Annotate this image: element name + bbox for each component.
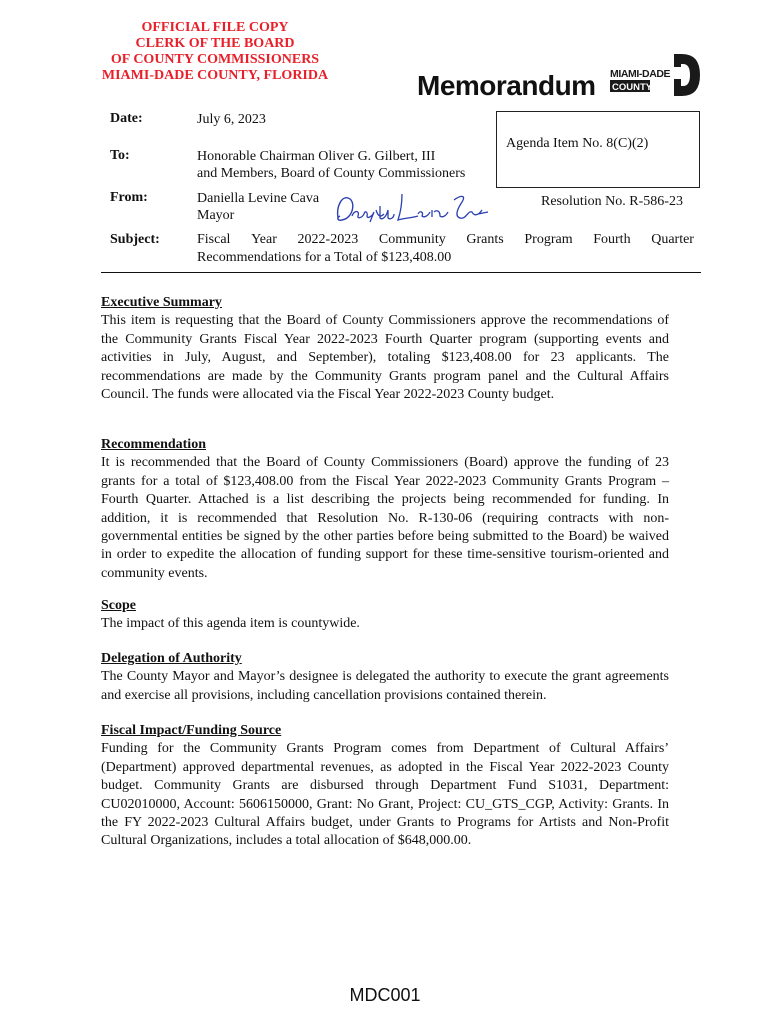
subject-word: Program: [524, 232, 573, 247]
logo-line1: MIAMI-DADE: [610, 68, 671, 80]
from-sender: [197, 190, 319, 224]
section-heading: Recommendation: [101, 437, 206, 452]
subject-word: Quarter: [651, 232, 694, 247]
section-body: Funding for the Community Grants Program comes from Department of Cultural Affairs’ (Department) approved departmental revenues, as adopted in the Fiscal Year 2022-2023 County budget. Community Grants are disbursed through Department Fund S1031, Department: CU02010000, Account: 5606150000, Grant: No Grant, Project: CU_GTS_CGP, Activity: Grants. In the FY 2022-2023 Cultural Affairs budget, under Grants to Programs for Artists and Non-Profit Cultural Organizations, includes a total allocation of $648,000.00.: [101, 741, 669, 849]
subject-word: 2022-2023: [297, 232, 359, 247]
subject-word: Year: [251, 232, 277, 247]
section-body: The County Mayor and Mayor’s designee is delegated the authority to execute the grant agreements and exercise all provisions, including cancellation provisions contained therein.: [101, 669, 669, 703]
agenda-item-box: [496, 111, 700, 188]
section-heading: Scope: [101, 598, 136, 613]
subject-line-2: Recommendations for a Total of $123,408.00: [197, 250, 452, 265]
to-line: and Members, Board of County Commissioners: [197, 166, 466, 181]
to-label: To:: [110, 148, 130, 163]
subject-word: Fourth: [593, 232, 631, 247]
subject-word: Fiscal: [197, 232, 231, 247]
from-line: Mayor: [197, 208, 235, 223]
date-label: Date:: [110, 111, 143, 126]
to-recipient: [197, 148, 465, 182]
logo-line2: COUNTY: [612, 82, 653, 93]
resolution-number: Resolution No. R-586-23: [541, 194, 683, 209]
subject-word: Grants: [466, 232, 504, 247]
section-body: It is recommended that the Board of County Commissioners (Board) approve the funding of 23 grants for a total of $123,408.00 from the Fiscal Year 2022-2023 Community Grants Program – Fourth Quarter. Attached is a list describing the projects being recommended for funding. In addition, it is recommended that Resolution No. R-130-06 (requiring contracts with non-governmental entities be signed by the other parties before being submitted to the Board) be waived in order to expedite the allocation of funding support for these time-sensitive tourism-oriented and community events.: [101, 455, 669, 581]
mayor-signature: [332, 188, 492, 230]
to-line: Honorable Chairman Oliver G. Gilbert, III: [197, 149, 436, 164]
section-heading: Delegation of Authority: [101, 651, 242, 666]
from-label: From:: [110, 190, 148, 205]
section-body: This item is requesting that the Board of County Commissioners approve the recommendations of the Community Grants Fiscal Year 2022-2023 Fourth Quarter program (supporting events and activities in July, August, and September), totaling $123,408.00 for 23 applicants. The recommendations are made by the Community Grants program panel and the Cultural Affairs Council. The funds were allocated via the Fiscal Year 2022-2023 County budget.: [101, 313, 669, 403]
stamp-line: OF COUNTY COMMISSIONERS: [110, 52, 320, 67]
scope-section: [101, 597, 669, 634]
date-value: July 6, 2023: [197, 112, 266, 127]
from-line: Daniella Levine Cava: [197, 191, 320, 206]
subject-word: Community: [378, 232, 446, 247]
subject-line: [197, 232, 694, 248]
executive-summary-section: [101, 294, 669, 404]
delegation-section: [101, 650, 669, 705]
memo-title: Memorandum: [417, 70, 596, 101]
official-file-stamp: [0, 20, 430, 84]
subject-label: Subject:: [110, 232, 160, 247]
recommendation-section: [101, 436, 669, 583]
fiscal-impact-section: [101, 722, 669, 851]
page-code: MDC001: [349, 985, 421, 1005]
agenda-item-number: Agenda Item No. 8(C)(2): [506, 136, 649, 151]
stamp-line: CLERK OF THE BOARD: [135, 36, 295, 51]
header-divider: [101, 272, 701, 273]
stamp-line: OFFICIAL FILE COPY: [141, 20, 289, 35]
section-body: The impact of this agenda item is countywide.: [101, 616, 360, 632]
section-heading: Executive Summary: [101, 295, 222, 310]
section-heading: Fiscal Impact/Funding Source: [101, 723, 282, 738]
miami-dade-logo: [608, 52, 702, 98]
stamp-line: MIAMI-DADE COUNTY, FLORIDA: [101, 68, 329, 83]
